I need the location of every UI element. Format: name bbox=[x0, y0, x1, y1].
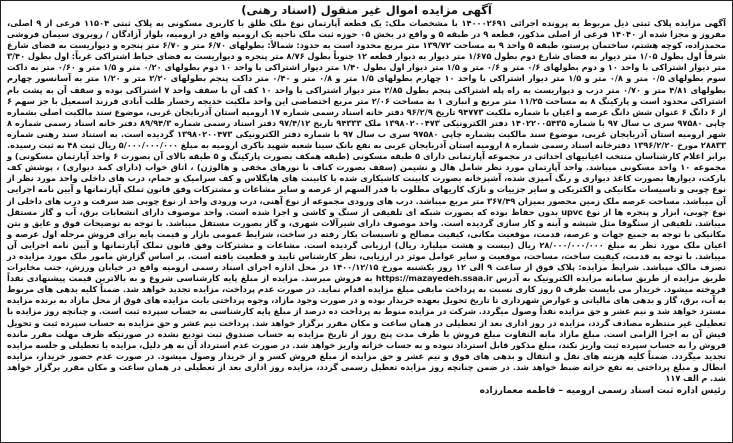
notice-body: آگهی مزایده پلاک ثبتی ذیل مربوط به پرونده اجرائی ۱۴۰۰۰۲۶۹۱ با مشخصات ملک: یک قطعه آپارتمان نوع ملک طلق با کاربری مسکونی به پلاک ثبتی ۱۱۵۰۴ فرعی از ۹ اصلی، مفروز و مجزا شده از ۱۴۰۴۰ فرعی از اصلی مذکور، قطعه ۹ در طبقه ۵ و واقع در بخش ۰۵ حوزه ثبت ملک ناحیه یک ارومیه واقع در ارومیه، بلوار آزادگان / روبروی سیمان فروشی محمدزاده، کوچه هشتم، ساختمان پرستو، طبقه ۵ واحد ۹ به مساحت ۱۳۹/۷۲ متر مربع محدود است به حدود: شمالاً: بطولهای ۶/۷۰ متر و ۶/۷۰ متر پنجره و دیواریست به فضای شارع شرقاً اول بطول ۱/۰۵ متر دیوار به فضای شارع دوم بطول ۱/۶۷۵ متر دیوار به دیوار قطعه ۱۲ جنوباً بطول ۸/۷۶ متر پنجره و دیواریست به فضای حیاط اشتراکی غرباً: اول بطول ۳/۴۰ متر دیوار اشتراکی با واحد ۱۰ و دوم بطولهای ۰/۶ متر و ۰/۶ متر و ۱/۵ متر دیوار اول بطول ۱/۴۰ متر دیوار اشتراکی با واحد ۱۰ دوم بطولهای ۰/۲۰ متر و ۱/۵ متر و ۰/۶۰ متر به داکت سوم بطولهای ۰/۵ متر و ۰/۸ متر و ۱/۵ متر دیوار اشتراکی با واحد ۱۰ چهارم بطولهای ۱/۵ متر و ۰/۸ متر و ۰/۴۰ متر داکت پنجم بطولهای ۲/۲۰ متر و ۱/۲۰ متر به آسانسور چهارم بطولهای ۴/۸۱ متر و ۰/۷۰ متر درب و دیواریست به راه پله اشتراکی پنجم بطول ۲/۸۵ متر دیوار اشتراکی با واحد ۱۰ کف آن با سقف واحد ۷ اشتراکی بوده و سقف آن به پشت بام اشتراکی محدود است و پارکینگ ۸ به مساحت ۱۱/۲۵ متر مربع و انباری ۱ به مساحت ۲/۰۶ متر مربع اختصاصی این واحد ملکیت خدیجه رخسار طلب آبادی فرزند اسمعیل با جز سهم ۶ از ۶ دانگ ۶ عنوان شش دانگ عرصه و اعیان با شماره ملکیت ۹۴۷۷۳ تاریخ ۹۶/۲/۹ دفتر خانه اسناد رسمی شماره ۱۷ ارومیه استان آذربایجان غربی، موضوع سند مالکیت اصلی بشماره چاپی ۹۷۵۸۰ سری ب سال ۹۷ با شماره ۱۴۰۲۲۰۰۵۴۳۵ دفتر الکترونیکی ۱۳۹۸۰۲۰۰۴۷۳ ملک ۹۴۳۳۳ تاریخ ۹۷/۴/۱۲ دفتر اسناد رسمی شماره ۸۹/۹۴/۳ دفتر خانه اسناد رسمی شماره ۸ شهر ارومیه استان آذربایجان غربی، موضوع سند مالکیت بشماره چاپی ۹۷۵۸۰ سری ب سال ۹۷ با شماره دفتر الکترونیکی ۱۳۹۸۰۲۰۰۴۷۳ گردیده است. به استناد سند رهنی شماره ۲۸۸۳۳ مورخ ۱۳۹۶/۲/۲۰ دفترخانه اسناد رسمی شماره ۸ ارومیه استان آذربایجان غربی به نفع بانک سینا شعبه شهید باکری ارومیه به مبلغ ۵/۰۰۰/۰۰۰/۰۰۰ ریال ثبت ۴۸ به ثبت رسیده. برابر اعلام کارشناسان منتخب اعیانیهای احداثی در مجموعه آپارتمانی دارای ۵ طبقه مسکونی (طبقه همکف بصورت پارکینگ و ۵ طبقه بالای آن بصورت ۶ واحد آپارتمان مسکونی) و مجموعه ۱۰ واحد مسکونی میباشد. واحد آپارتمان مورد نظر شامل هال و نشیمن (سقف بصورت کناف با نورهای مخفی و هالوژن) ، اتاق خواب (دارای کمد دیواری) ، پوشش کف پارکت، دیوارها بصورت کاغذ دیواری و رنگ آمیزی شده، آشپزخانه بصورت کابینت کاشیکاری شده با کابینت های هایگلاس و کف سرامیک و حمام، درب های داخلی واحد مورد نظر از نوع چوبی و تاسیسات مکانیکی و الکتریکی و سایر جزییات و نازک کاریهای مطلوب با قدر السهم از عرصه و سایر مشاعات و مشترکات وفق قانون تملک آپارتمانها و آیین نامه اجرایی آن میباشد. مساحت عرصه ملک زمین محصور بمیزان ۳۶۷/۴۹ متر مربع میباشد. درب های ورودی مجموعه از نوع آهنی، درب ورودی واحد از نوع چوبی ضد سرقت و درب های داخلی از نوع چوبی، ابزار و پنجره ها از نوع upvc بدون حفاظ بوده که بصورت شبکه ای تلفیقی از سنگ و کاشی و اجرا شده است. واحد موصوف دارای انشعابات برق، آب و گاز مستقل میباشد. تلفیقی از سنگوفا مثل شیشه و آینه و کار سازی گردیده است. واحد موصوف دارای شیرآلات شهری، و گاز بصورت مستقل میباشد. با توجه به توضیحات فوق و عایق و بتن مکانیکی با توجه به جمیع جهات و عرصه، قدمت، موقعیت مکانی، کیفیت مصالح و تاسیسات بکار رفته در ساخت، شرایط عمومی بازار و قیمت پایه برای فروش مرحله اول عرصه و اعیان ملک مورد نظر به مبلغ ۲۸/۰۰۰/۰۰۰/۰۰۰ ریال (بیست و هشت میلیارد ریال) ارزیابی گردیده است. مشاعات و مشترکات وفق قانون تملک آپارتمانها و آیین نامه اجرایی آن میباشد. با توجه به قدمت، کیفیت ساخت، مساحت، موقعیت و سایر عوامل موثر در ارزیابی، نظر کارشناس تایید و قطعیت یافته است. بر اساس گزارش مامور ملک مورد مزایده در تصرف مالک میباشد. شرایط مزایده: پلاک فوق از ساعت ۹ الی ۱۲ روز یکشنبه مورخ ۱۴۰۰/۱۲/۱۵ در محل اداره اجرای اسناد رسمی ارومیه واقع در خیابان ورزش، جنب مخابرات طریق مزایده از طریق سامانه مزایده الکترونیک به آدرس https://mazayedeh.ssaa.ir به فروش میرسد. مزایده از مبلغ پایه کارشناسی شروع و به بالاترین قیمت پیشنهادی نقداً فروخته میشود. خریدار می بایست ظرف ۵ روز کاری نسبت به پرداخت مابقی مبلغ مزایده اقدام نماید. در صورت عدم پرداخت، مزایده تجدید خواهد شد. ضمناً کلیه بدهی های مربوط به آب، برق، گاز و بدهی های مالیاتی و عوارض شهرداری تا تاریخ تحویل بعهده خریدار بوده و در صورت وجود مازاد، وجوه پرداختی بابت مزایده های فوق از محل مازاد به برنده مزایده مسترد خواهد شد و نیم عشر و حق مزایده نقداً وصول میگردد. شرکت در مزایده منوط به پرداخت ده درصد از مبلغ پایه کارشناسی به حساب سپرده ثبت است. و چنانچه روز مزایده با تعطیلی غیر منتظره مصادف گردد، مزایده در روز اداری بعد از تعطیلی در همان ساعت و مکان مقرر برگزار خواهد شد. پرداخت نیم عشر و حق مزایده به حساب سپرده ثبت و تحویل فیش آن به اجرا الزامی است. مبلغ مازاد مابه التفاوت مبلغ فروش با ظرف مدت پنج روز از تاریخ مزایده به حساب صندوق ثبت تودیع نشده در صورتیکه ظرف مهلت مقرر مانده فروش را به حساب سپرده ثبت واریز نکند، مبلغ مذکور قابل استرداد نبوده و به حساب خزانه واریز خواهد شد. در صورت عدم استرداد آن به هر دلیل، مزایده با تعطیلی و جلسه مزایده تجدید میگردد. ضمناً کلیه هزینه های نقل و انتقال و بدهی های فوق و نیم عشر و حق مزایده از مبلغ فروش کسر و از خریدار وصول میشود. در صورت عدم حضور خریدار، مزایده ابطال و مبلغ پرداختی به نفع خزانه ضبط خواهد شد. در ضمن چنانچه روز مزایده تعطیل رسمی گردد، مزایده روز اداری بعد از تعطیلی در همان ساعت و مکان مقرر برگزار خواهد شد. م الف ۱۱۷ bbox=[7, 18, 727, 383]
notice-signature: رئیس اداره ثبت اسناد رسمی ارومیه – فاطمه معمارزاده bbox=[479, 386, 726, 397]
notice-title: آگهی مزایده اموال غیر منقول (اسناد رهنی) bbox=[241, 3, 492, 17]
